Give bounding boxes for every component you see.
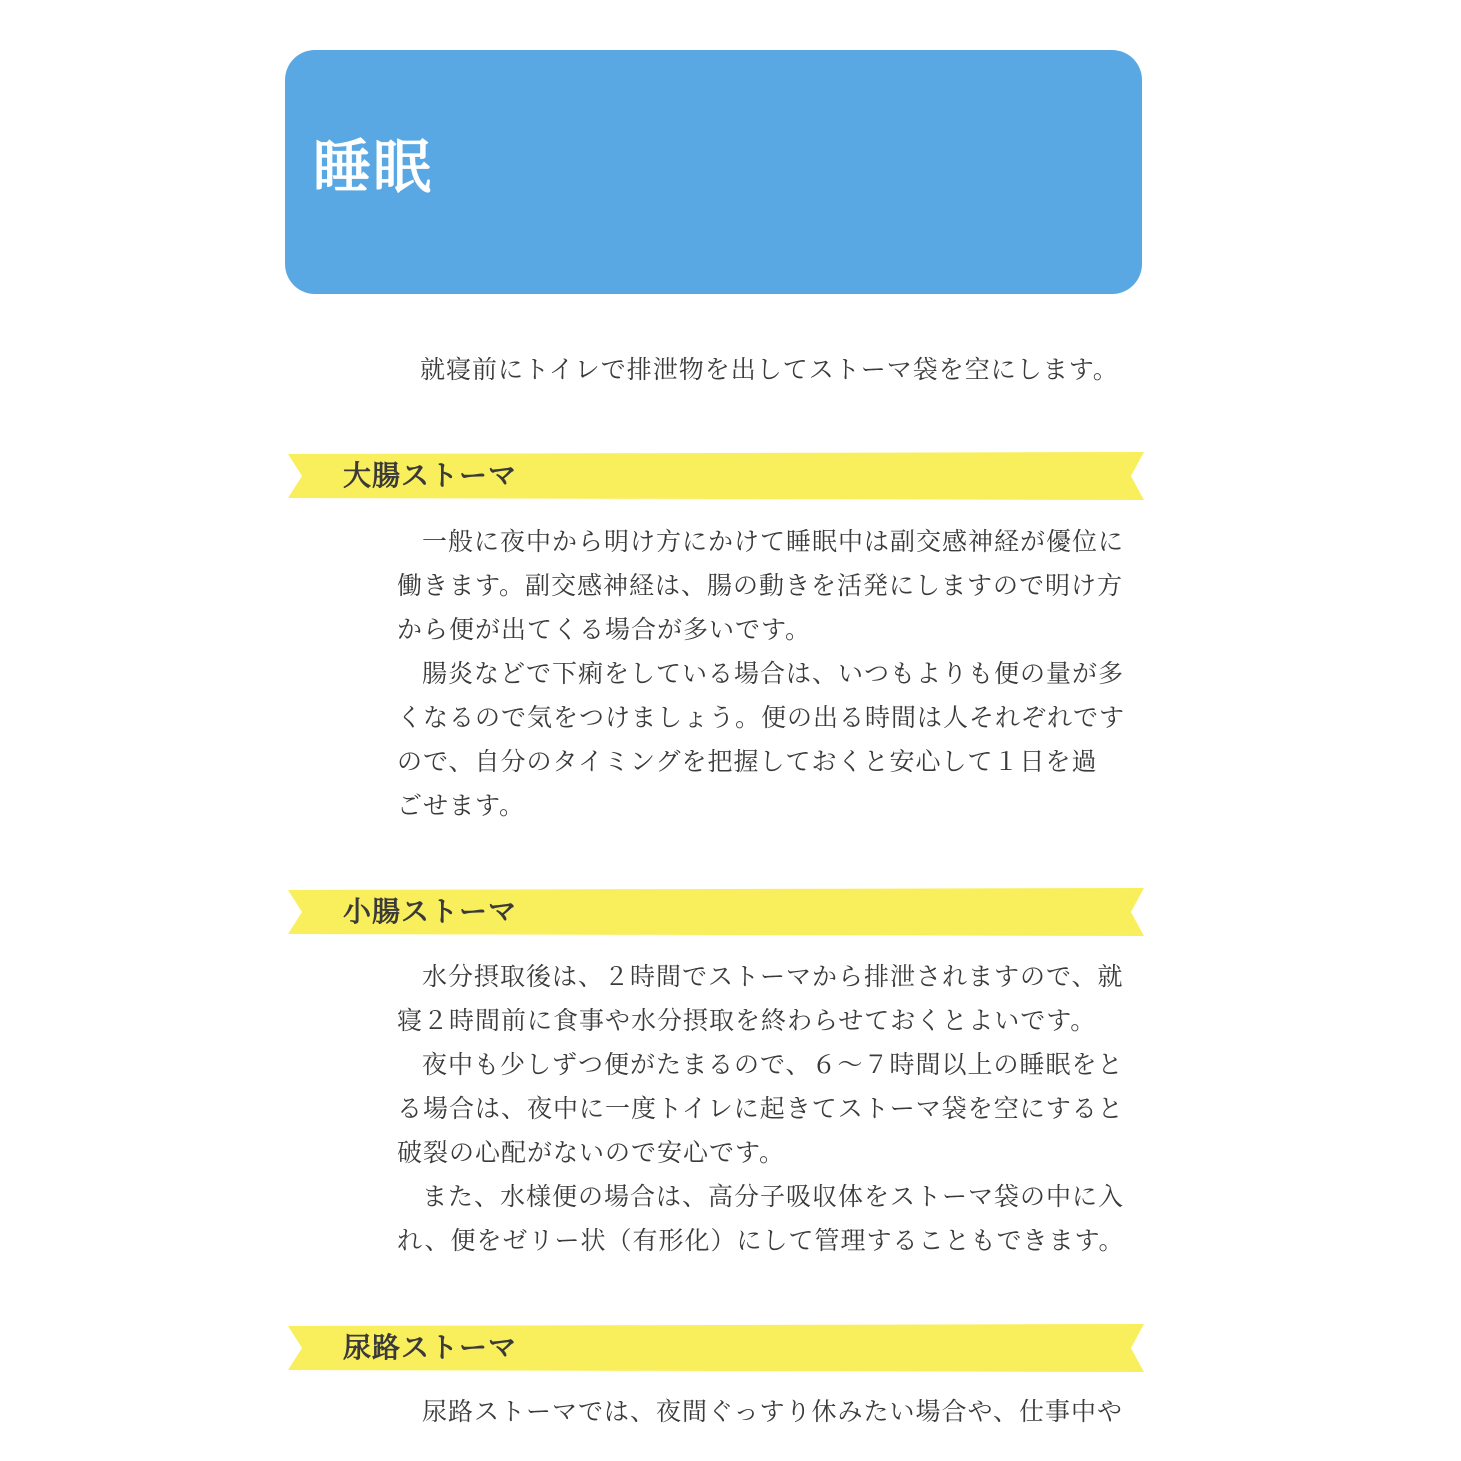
- paragraph-line: る場合は、夜中に一度トイレに起きてストーマ袋を空にすると: [397, 1094, 1124, 1123]
- paragraph-line: 寝２時間前に食事や水分摂取を終わらせておくとよいです。: [397, 1006, 1097, 1035]
- paragraph-line: また、水様便の場合は、高分子吸収体をストーマ袋の中に入: [422, 1182, 1125, 1211]
- page-title: 睡眠: [313, 133, 434, 201]
- section-body-urinary: [397, 1390, 1157, 1434]
- section-heading-small-intestine: 小腸ストーマ: [343, 895, 518, 928]
- paragraph-line: から便が出てくる場合が多いです。: [397, 615, 812, 644]
- section-heading-banner-small-intestine: [288, 888, 1144, 936]
- paragraph-line: れ、便をゼリー状（有形化）にして管理することもできます。: [397, 1226, 1125, 1255]
- paragraph-line: 水分摂取後は、２時間でストーマから排泄されますので、就: [422, 962, 1124, 991]
- section-heading-banner-colon: [288, 452, 1144, 500]
- paragraph-line: ので、自分のタイミングを把握しておくと安心して１日を過: [397, 747, 1098, 776]
- paragraph-line: くなるので気をつけましょう。便の出る時間は人それぞれです: [397, 703, 1126, 732]
- paragraph-line: ごせます。: [397, 791, 526, 820]
- section-body-small-intestine: [397, 955, 1157, 1263]
- paragraph-line: 一般に夜中から明け方にかけて睡眠中は副交感神経が優位に: [422, 527, 1125, 556]
- section-heading-colon: 大腸ストーマ: [343, 459, 518, 492]
- section-body-colon: [397, 520, 1157, 828]
- paragraph-line: 破裂の心配がないので安心です。: [397, 1138, 786, 1167]
- paragraph-line: 腸炎などで下痢をしている場合は、いつもよりも便の量が多: [422, 659, 1125, 688]
- intro-text: 就寝前にトイレで排泄物を出してストーマ袋を空にします。: [420, 355, 1119, 384]
- paragraph-line: 尿路ストーマでは、夜間ぐっすり休みたい場合や、仕事中や: [422, 1397, 1124, 1426]
- section-heading-urinary: 尿路ストーマ: [343, 1331, 518, 1364]
- paragraph-line: 働きます。副交感神経は、腸の動きを活発にしますので明け方: [397, 571, 1124, 600]
- section-heading-banner-urinary: [288, 1324, 1144, 1372]
- paragraph-line: 夜中も少しずつ便がたまるので、６～７時間以上の睡眠をと: [422, 1050, 1124, 1079]
